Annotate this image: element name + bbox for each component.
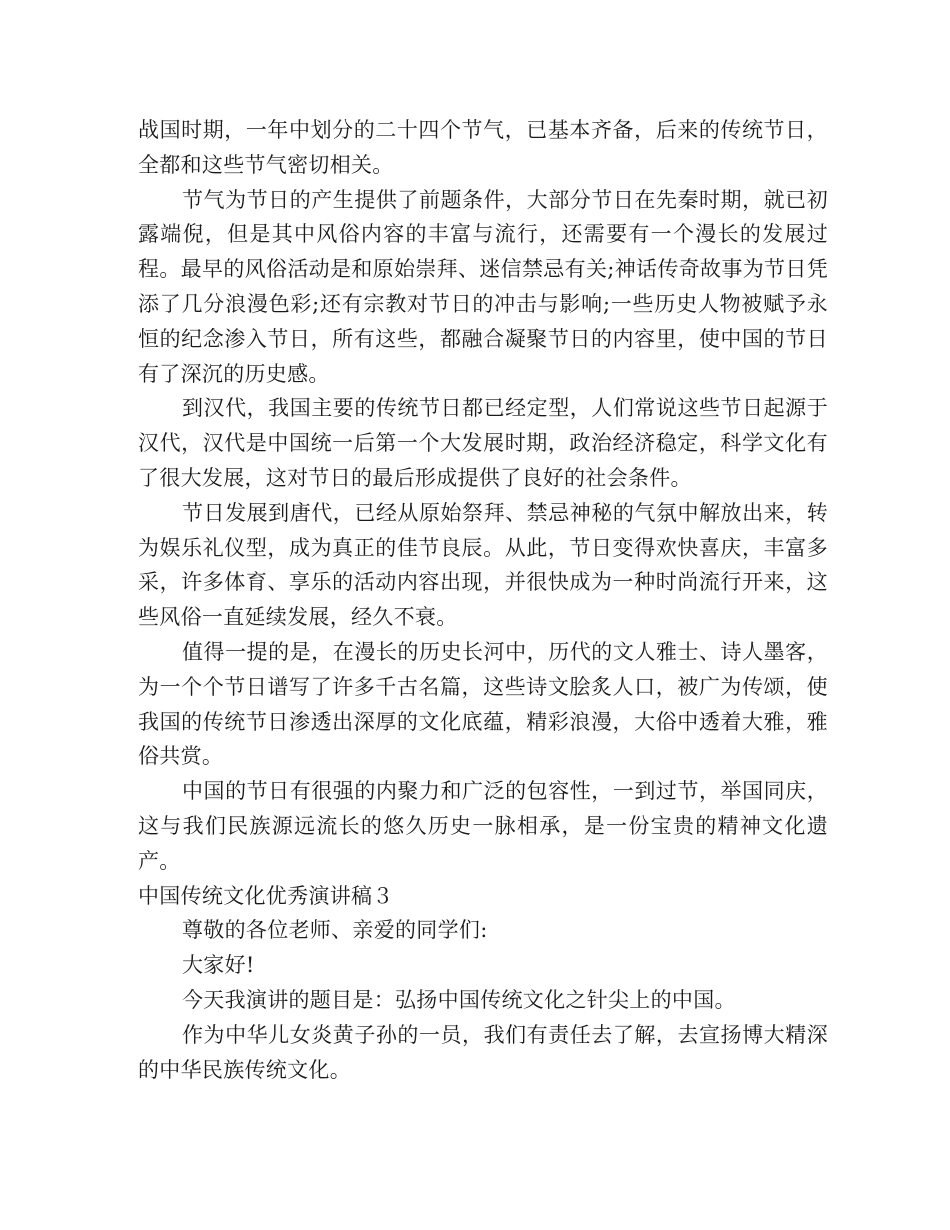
paragraph-hello: 大家好!: [182, 953, 255, 978]
paragraph-literati: 值得一提的是，在漫长的历史长河中，历代的文人雅士、诗人墨客，为一个个节日谱写了许多千古名篇，这些诗文脍炙人口，被广为传颂，使我国的传统节日渗透出深厚的文化底蕴，精彩浪漫，大俗中透着大雅，雅俗共赏。: [138, 639, 828, 769]
paragraph-responsibility: 作为中华儿女炎黄子孙的一员，我们有责任去了解，去宣扬博大精深的中华民族传统文化。: [138, 1022, 828, 1082]
paragraph-han-dynasty: 到汉代，我国主要的传统节日都已经定型，人们常说这些节日起源于汉代，汉代是中国统一后第一个大发展时期，政治经济稳定，科学文化有了很大发展，这对节日的最后形成提供了良好的社会条件。: [138, 396, 828, 490]
paragraph-cohesion: 中国的节日有很强的内聚力和广泛的包容性，一到过节，举国同庆，这与我们民族源远流长的悠久历史一脉相承，是一份宝贵的精神文化遗产。: [138, 779, 828, 873]
paragraph-greeting-teachers: 尊敬的各位老师、亲爱的同学们:: [182, 918, 488, 943]
paragraph-tang-dynasty: 节日发展到唐代，已经从原始祭拜、禁忌神秘的气氛中解放出来，转为娱乐礼仪型，成为真正的佳节良辰。从此，节日变得欢快喜庆，丰富多采，许多体育、享乐的活动内容出现，并很快成为一种时尚流行开来，这些风俗一直延续发展，经久不衰。: [138, 500, 828, 630]
paragraph-speech-topic: 今天我演讲的题目是：弘扬中国传统文化之针尖上的中国。: [182, 987, 736, 1012]
paragraph-festival-origins: 节气为节日的产生提供了前题条件，大部分节日在先秦时期，就已初露端倪，但是其中风俗内容的丰富与流行，还需要有一个漫长的发展过程。最早的风俗活动是和原始崇拜、迷信禁忌有关;神话传奇故事为节日凭添了几分浪漫色彩;还有宗教对节日的冲击与影响;一些历史人物被赋予永恒的纪念渗入节日，所有这些，都融合凝聚节日的内容里，使中国的节日有了深沉的历史感。: [138, 187, 828, 386]
section-heading: 中国传统文化优秀演讲稿３: [138, 883, 394, 908]
paragraph-solar-terms: 战国时期，一年中划分的二十四个节气，已基本齐备，后来的传统节日，全都和这些节气密切相关。: [138, 118, 828, 177]
document-page: [138, 113, 828, 1087]
